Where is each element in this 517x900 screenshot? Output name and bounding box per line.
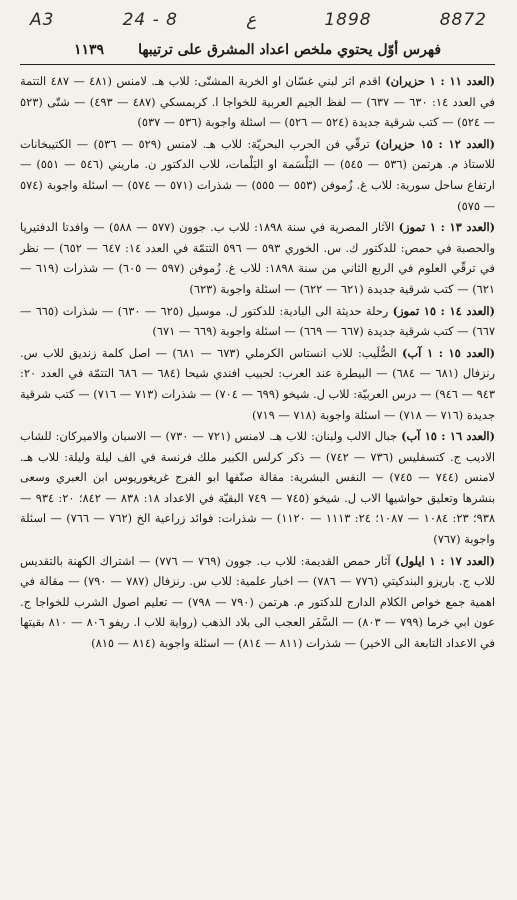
page-title: فهرس أوّل يحتوي ملخص اعداد المشرق على ترتيبها bbox=[138, 42, 442, 58]
issue-contents: آثار حمص القديمة: للاب ب. جوون (٧٦٩ — ٧٧٦) — اشتراك الكهنة بالتقديس للاب ج. باريزو البندكيتي (٧٧٦ — ٧٨٦) — اخبار علمية: للاب س. رنزفال (٧٨٧ — ٧٩٠) — مقالة في اهمية جمع خواص الكلام الدارج للدكتور م. هرتمن (٧٩٠ — ٧٩٨) — تعليم اصول الشرب للخواجا ج. عون ابي خرما (٧٩٩ — ٨٠٣) — السَّفَر العجب الى بلاد الذهب (رواية للاب ا. ريفو ٨٠٦ — ٨١٠ بقيتها في الاعداد التابعة الى الاخير) — شذرات (٨١١ — ٨١٤) — اسئلة واجوبة (٨١٤ — ٨١٥) bbox=[20, 553, 495, 651]
issue-heading: (العدد ١٣ : ١ تموز) bbox=[398, 220, 495, 235]
hand-note-right: 8872 bbox=[439, 10, 487, 30]
issue-heading: (العدد ١٦ : ١٥ آب) bbox=[401, 429, 495, 444]
hand-note-mid: ع bbox=[246, 10, 257, 30]
issue-contents: اقدم اثر لبني غسّان او الخربة المشتّى: للاب هـ. لامنس (٤٨١ — ٤٨٧ التتمة في العدد ١٤: ٦٣٠ — ٦٣٧) — لفظ الجيم العربية للخواجا ا. كريمسكي (٤٨٧ — ٤٩٣) — شتّى (٥٢٣ — ٥٢٤) — كتب شرقية جديدة (٥٢٤ — ٥٢٦) — اسئلة واجوبة (٥٣٦ — ٥٣٧) bbox=[20, 74, 495, 130]
issue-entry-11 bbox=[20, 71, 495, 133]
issue-contents: الصُّلَيب: للاب انستاس الكرملي (٦٧٣ — ٦٨١) — اصل كلمة زنديق للاب س. رنزفال (٦٨١ — ٦٨٤) — البيطرة عند العرب: لحبيب افندي شيحا (٦٨٤ — ٦٨٦ التتمّة في العدد ٢٠: ٩٤٣ — ٩٤٦) — درس العربيّة: للاب ل. شيخو (٦٩٩ — ٧٠٤) — شذرات (٧١٣ — ٧١٦) — كتب شرقية جديدة (٧١٦ — ٧١٨) — اسئلة واجوبة (٧١٨ — ٧١٩) bbox=[20, 345, 495, 422]
issue-entry-14 bbox=[20, 301, 495, 342]
issue-list bbox=[20, 71, 495, 654]
issue-contents: الآثار المصرية في سنة ١٨٩٨: للاب ب. جوون (٥٧٧ — ٥٨٨) — وافدتا الدفتيريا والحصبة في حمص: للدكتور ك. س. الخوري ٥٩٣ — ٥٩٦ التتمّة في العدد ١٤: ٦٤٧ — ٦٥٢) — نظر في ترقّي العلوم في الربع الثاني من سنة ١٨٩٨: للاب غ. زُموفن (٥٩٧ — ٦٠٥) — شذرات (٦١٩ — ٦٢١) — كتب شرقية جديدة (٦٢١ — ٦٢٢) — اسئلة واجوبة (٦٢٣) bbox=[20, 220, 495, 296]
header-rule bbox=[20, 64, 495, 65]
issue-entry-15 bbox=[20, 343, 495, 425]
issue-entry-13 bbox=[20, 217, 495, 299]
issue-contents: جبال الالب ولبنان: للاب هـ. لامنس (٧٢١ — ٧٣٠) — الاسبان والاميركان: للشاب الاديب ج. كتسفليس (٧٣٦ — ٧٤٢) — ذكر كرلس الكبير ملك فرنسة في الف ليلة وليلة: للاب هـ. لامنس (٧٤٤ — ٧٤٥) — النفس البشرية: مقالة صنّفها ابو الفرج غريغوريوس ابن العبري وسعى بنشرها وتعليق حواشيها الاب ل. شيخو (٧٤٥ — ٧٤٩ البقيّة في الاعداد ١٨: ٨٣٨ — ٨٤٢؛ ٢٠: ٩٣٤ — ٩٣٨؛ ٢٣: ١٠٨٤ — ١٠٨٧؛ ٢٤: ١١١٣ — ١١٢٠) — شذرات: فوائد زراعية الخ (٧٦٢ — ٧٦٦) — اسئلة واجوبة (٧٦٧) bbox=[20, 429, 496, 547]
handwritten-annotation bbox=[30, 10, 487, 36]
issue-heading: (العدد ١٧ : ١ ايلول) bbox=[395, 553, 495, 568]
page-header bbox=[20, 42, 495, 58]
issue-heading: (العدد ١٥ : ١ آب) bbox=[402, 345, 496, 360]
issue-contents: رحلة حديثة الى البادية: للدكتور ل. موسيل (٦٢٥ — ٦٣٠) — شذرات (٦٦٥ — ٦٦٧) — كتب شرقية جديدة (٦٦٧ — ٦٦٩) — اسئلة واجوبة (٦٦٩ — ٦٧١) bbox=[20, 303, 495, 339]
page-number: ١١٣٩ bbox=[73, 42, 105, 58]
issue-heading: (العدد ١٢ : ١٥ حزيران) bbox=[375, 136, 495, 151]
issue-entry-16 bbox=[20, 426, 495, 550]
issue-entry-17 bbox=[20, 551, 495, 654]
issue-contents: ترقّي فن الحرب البحريّة: للاب هـ. لامنس (٥٢٩ — ٥٣٦) — الكتيبخانات للاستاذ م. هرتمن (٥٣٦ — ٥٤٥) — البَلْسَمة او البَلْمات، للاب الدكتور ن. ماريني (٥٤٦ — ٥٥١) — ارتفاع ساحل سورية: للاب غ. زُموفن (٥٥٣ — ٥٥٥) — شذرات (٥٧١ — ٥٧٤) — اسئلة واجوبة (٥٧٤ — ٥٧٥) bbox=[20, 136, 495, 213]
issue-entry-12 bbox=[20, 134, 495, 216]
issue-heading: (العدد ١١ : ١ حزيران) bbox=[385, 74, 496, 88]
hand-note-left: A3 bbox=[30, 10, 55, 30]
hand-note-mid-right: 1898 bbox=[324, 10, 372, 30]
issue-heading: (العدد ١٤ : ١٥ تموز) bbox=[392, 303, 495, 318]
hand-note-mid-left: 24 - 8 bbox=[122, 10, 178, 30]
